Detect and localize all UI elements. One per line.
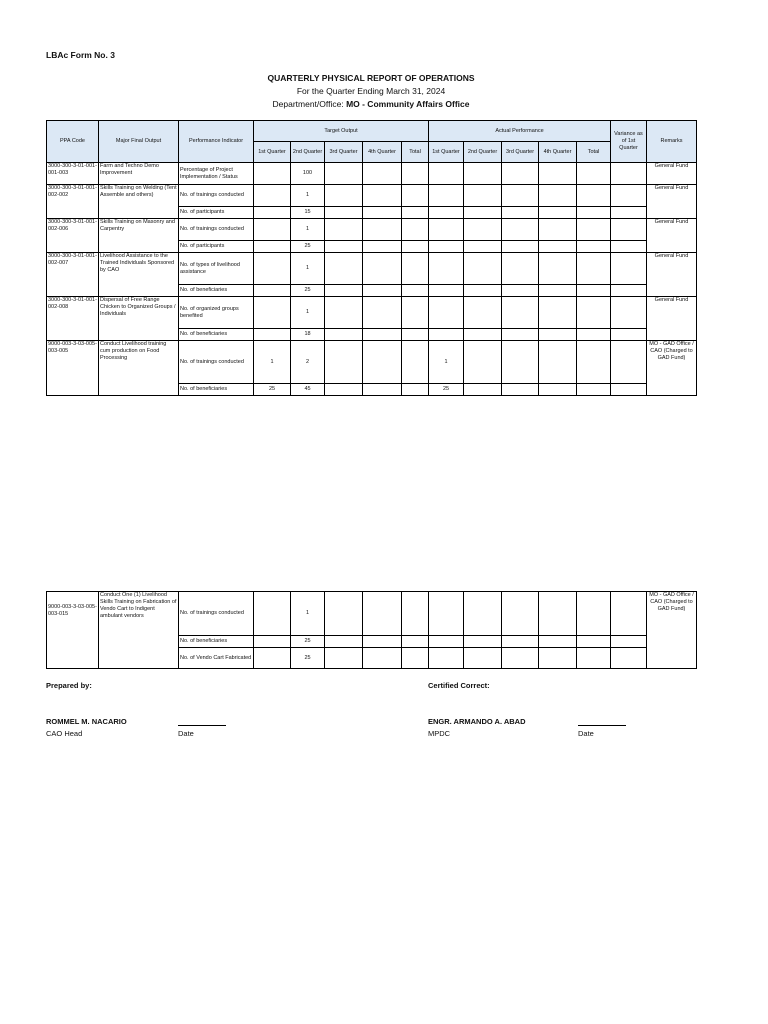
performance-indicator: No. of beneficiaries — [179, 636, 254, 648]
col-actual-performance: Actual Performance — [429, 121, 611, 142]
target-q1 — [254, 241, 291, 253]
col-major-final-output: Major Final Output — [99, 121, 179, 163]
performance-indicator: No. of trainings conducted — [179, 341, 254, 384]
target-q2: 18 — [291, 329, 325, 341]
target-q2: 45 — [291, 384, 325, 396]
col-ppa-code: PPA Code — [47, 121, 99, 163]
col-actual-q4: 4th Quarter — [539, 142, 577, 163]
target-q1 — [254, 207, 291, 219]
table-row — [47, 163, 697, 185]
target-q2: 100 — [291, 163, 325, 185]
major-final-output: Skills Training on Masonry and Carpentry — [99, 219, 179, 253]
ppa-code: 3000-300-3-01-001-002-002 — [47, 185, 99, 219]
major-final-output: Livelihood Assistance to the Trained Individuals Sponsored by CAO — [99, 253, 179, 297]
target-q2: 25 — [291, 648, 325, 669]
date-label-1: Date — [178, 729, 194, 738]
report-table-continued — [46, 591, 697, 669]
target-q1 — [254, 163, 291, 185]
report-subtitle: For the Quarter Ending March 31, 2024 — [296, 86, 446, 96]
col-actual-total: Total — [577, 142, 611, 163]
col-target-q1: 1st Quarter — [254, 142, 291, 163]
major-final-output: Skills Training on Welding (Tent Assemble and others) — [99, 185, 179, 219]
certified-correct-label: Certified Correct: — [428, 681, 490, 690]
actual-q1 — [429, 219, 464, 241]
ppa-code: 3000-300-3-01-001-002-008 — [47, 297, 99, 341]
actual-q1 — [429, 285, 464, 297]
major-final-output: Dispersal of Free Range Chicken to Organized Groups / Individuals — [99, 297, 179, 341]
target-q2: 25 — [291, 285, 325, 297]
target-q2: 25 — [291, 636, 325, 648]
prepared-by-label: Prepared by: — [46, 681, 92, 690]
performance-indicator: No. of beneficiaries — [179, 384, 254, 396]
major-final-output: Conduct Livelihood training cum production on Food Processing — [99, 341, 179, 396]
performance-indicator: Percentage of Project Implementation / Status — [179, 163, 254, 185]
table-row — [47, 341, 697, 384]
target-q2: 2 — [291, 341, 325, 384]
target-q1 — [254, 329, 291, 341]
table-row — [47, 592, 697, 636]
remarks: General Fund — [647, 219, 697, 253]
target-q1 — [254, 185, 291, 207]
performance-indicator: No. of trainings conducted — [179, 592, 254, 636]
ppa-code: 3000-300-3-01-001-002-006 — [47, 219, 99, 253]
table-row — [47, 219, 697, 241]
col-performance-indicator: Performance Indicator — [179, 121, 254, 163]
target-q1 — [254, 297, 291, 329]
target-q1: 1 — [254, 341, 291, 384]
performance-indicator: No. of participants — [179, 241, 254, 253]
actual-q1 — [429, 241, 464, 253]
target-q2: 25 — [291, 241, 325, 253]
actual-q1 — [429, 329, 464, 341]
signatory-position-1: CAO Head — [46, 729, 83, 738]
col-target-q2: 2nd Quarter — [291, 142, 325, 163]
ppa-code: 9000-003-3-03-005-003-005 — [47, 341, 99, 396]
performance-indicator: No. of beneficiaries — [179, 329, 254, 341]
ppa-code: 3000-300-3-01-001-001-003 — [47, 163, 99, 185]
col-variance: Variance as of 1st Quarter — [611, 121, 647, 163]
performance-indicator: No. of beneficiaries — [179, 285, 254, 297]
target-q2: 1 — [291, 185, 325, 207]
col-actual-q2: 2nd Quarter — [464, 142, 502, 163]
remarks: General Fund — [647, 185, 697, 219]
major-final-output: Farm and Techno Demo Improvement — [99, 163, 179, 185]
performance-indicator: No. of participants — [179, 207, 254, 219]
actual-q1 — [429, 253, 464, 285]
remarks: MO - GAD Office / CAO (Charged to GAD Fund) — [647, 592, 697, 669]
date-label-2: Date — [578, 729, 594, 738]
actual-q1: 25 — [429, 384, 464, 396]
signatory-name-1: ROMMEL M. NACARIO — [46, 717, 127, 726]
remarks: General Fund — [647, 163, 697, 185]
table-row — [47, 297, 697, 329]
report-header — [46, 72, 696, 111]
remarks: MO - GAD Office / CAO (Charged to GAD Fund) — [647, 341, 697, 396]
target-q1 — [254, 285, 291, 297]
actual-q1 — [429, 185, 464, 207]
col-target-q4: 4th Quarter — [363, 142, 402, 163]
report-table — [46, 120, 697, 396]
target-q1 — [254, 253, 291, 285]
performance-indicator: No. of trainings conducted — [179, 219, 254, 241]
actual-q1: 1 — [429, 341, 464, 384]
target-q2: 1 — [291, 297, 325, 329]
target-q2: 15 — [291, 207, 325, 219]
date-line-2 — [578, 716, 626, 726]
remarks: General Fund — [647, 297, 697, 341]
col-target-output: Target Output — [254, 121, 429, 142]
target-q2: 1 — [291, 219, 325, 241]
col-actual-q3: 3rd Quarter — [502, 142, 539, 163]
report-title: QUARTERLY PHYSICAL REPORT OF OPERATIONS — [267, 73, 475, 83]
actual-q1 — [429, 163, 464, 185]
target-q1 — [254, 219, 291, 241]
department-line — [46, 98, 696, 111]
performance-indicator: No. of organized groups benefited — [179, 297, 254, 329]
ppa-code: 9000-003-3-03-005-003-015 — [47, 592, 99, 669]
col-remarks: Remarks — [647, 121, 697, 163]
form-number: LBAc Form No. 3 — [46, 50, 115, 60]
target-q2: 1 — [291, 253, 325, 285]
performance-indicator: No. of trainings conducted — [179, 185, 254, 207]
department-value: MO - Community Affairs Office — [346, 99, 470, 109]
performance-indicator: No. of types of livelihood assistance — [179, 253, 254, 285]
col-target-total: Total — [402, 142, 429, 163]
target-q2: 1 — [291, 592, 325, 636]
date-line-1 — [178, 716, 226, 726]
table-row — [47, 185, 697, 207]
actual-q1 — [429, 297, 464, 329]
actual-q1 — [429, 207, 464, 219]
col-actual-q1: 1st Quarter — [429, 142, 464, 163]
remarks: General Fund — [647, 253, 697, 297]
major-final-output: Conduct One (1) Livelihood Skills Training on Fabrication of Vendo Cart to Indigent ambulant vendors — [99, 592, 179, 669]
performance-indicator: No. of Vendo Cart Fabricated — [179, 648, 254, 669]
table-row — [47, 253, 697, 285]
department-label: Department/Office: — [272, 99, 344, 109]
signatory-position-2: MPDC — [428, 729, 451, 738]
ppa-code: 3000-300-3-01-001-002-007 — [47, 253, 99, 297]
col-target-q3: 3rd Quarter — [325, 142, 363, 163]
target-q1: 25 — [254, 384, 291, 396]
signatory-name-2: ENGR. ARMANDO A. ABAD — [428, 717, 526, 726]
